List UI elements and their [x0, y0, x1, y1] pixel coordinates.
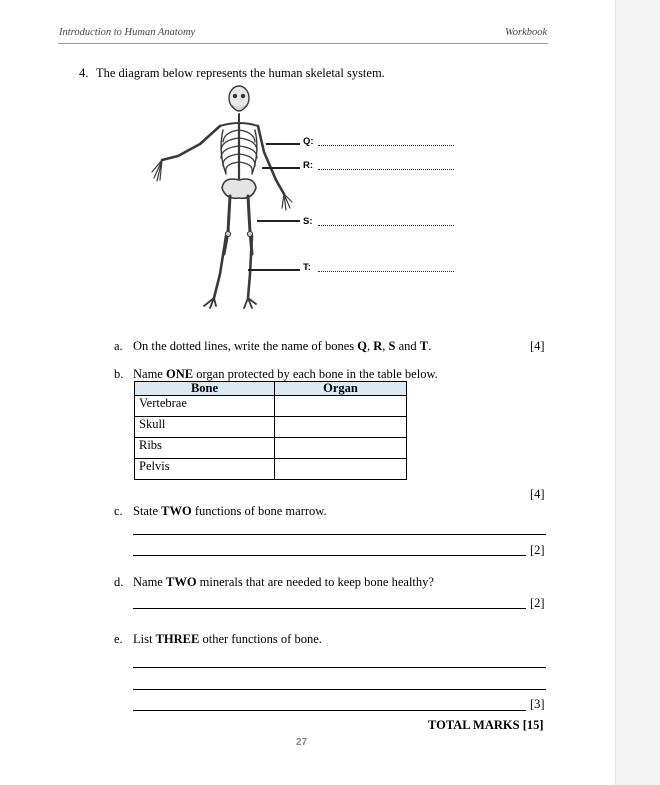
answer-dotted-t[interactable]	[318, 271, 454, 272]
part-a-letter: a.	[114, 339, 123, 353]
skeleton-diagram	[140, 84, 310, 316]
page-edge-shadow	[615, 0, 660, 785]
answer-line-e2[interactable]	[133, 689, 546, 690]
answer-line-e3[interactable]	[133, 710, 526, 711]
label-r: R:	[303, 160, 314, 171]
organ-answer-cell[interactable]	[275, 438, 407, 459]
part-b-text: Name ONE organ protected by each bone in the table below.	[133, 367, 438, 381]
header-title: Introduction to Human Anatomy	[59, 27, 196, 38]
part-e-text: List THREE other functions of bone.	[133, 632, 322, 646]
part-d-letter: d.	[114, 575, 124, 589]
pointer-line-s	[257, 220, 300, 222]
bone-cell: Vertebrae	[135, 396, 275, 417]
total-marks: TOTAL MARKS [15]	[428, 718, 544, 732]
question-number: 4.	[79, 66, 89, 80]
part-d-marks: [2]	[530, 596, 545, 610]
table-row	[135, 459, 407, 480]
organ-answer-cell[interactable]	[275, 459, 407, 480]
pointer-line-r	[262, 167, 300, 169]
answer-line-e1[interactable]	[133, 667, 546, 668]
part-c-marks: [2]	[530, 543, 545, 557]
label-q: Q:	[303, 136, 314, 147]
answer-line-c2[interactable]	[133, 555, 526, 556]
part-e-letter: e.	[114, 632, 123, 646]
header-rule	[58, 43, 548, 44]
organ-answer-cell[interactable]	[275, 417, 407, 438]
answer-line-d1[interactable]	[133, 608, 526, 609]
page-number: 27	[296, 737, 308, 748]
answer-dotted-q[interactable]	[318, 145, 454, 146]
part-c-text: State TWO functions of bone marrow.	[133, 504, 327, 518]
part-e-marks: [3]	[530, 697, 545, 711]
question-text: The diagram below represents the human skeletal system.	[96, 66, 385, 80]
bone-organ-table	[134, 381, 407, 480]
organ-answer-cell[interactable]	[275, 396, 407, 417]
table-row	[135, 417, 407, 438]
bone-cell: Pelvis	[135, 459, 275, 480]
table-row	[135, 438, 407, 459]
part-b-marks: [4]	[530, 487, 545, 501]
label-t: T:	[303, 262, 311, 273]
part-a-marks: [4]	[530, 339, 545, 353]
pointer-line-q	[266, 143, 300, 145]
table-header-organ: Organ	[275, 382, 407, 396]
part-b-letter: b.	[114, 367, 124, 381]
header-workbook: Workbook	[505, 27, 548, 38]
part-a-text: On the dotted lines, write the name of bones Q, R, S and T.	[133, 339, 432, 353]
label-s: S:	[303, 216, 313, 227]
bone-cell: Ribs	[135, 438, 275, 459]
answer-line-c1[interactable]	[133, 534, 546, 535]
part-c-letter: c.	[114, 504, 123, 518]
answer-dotted-r[interactable]	[318, 169, 454, 170]
table-header-bone: Bone	[135, 382, 275, 396]
part-d-text: Name TWO minerals that are needed to keep bone healthy?	[133, 575, 434, 589]
table-row	[135, 396, 407, 417]
table-header-row	[135, 382, 407, 396]
pointer-line-t	[248, 269, 300, 271]
bone-cell: Skull	[135, 417, 275, 438]
answer-dotted-s[interactable]	[318, 225, 454, 226]
